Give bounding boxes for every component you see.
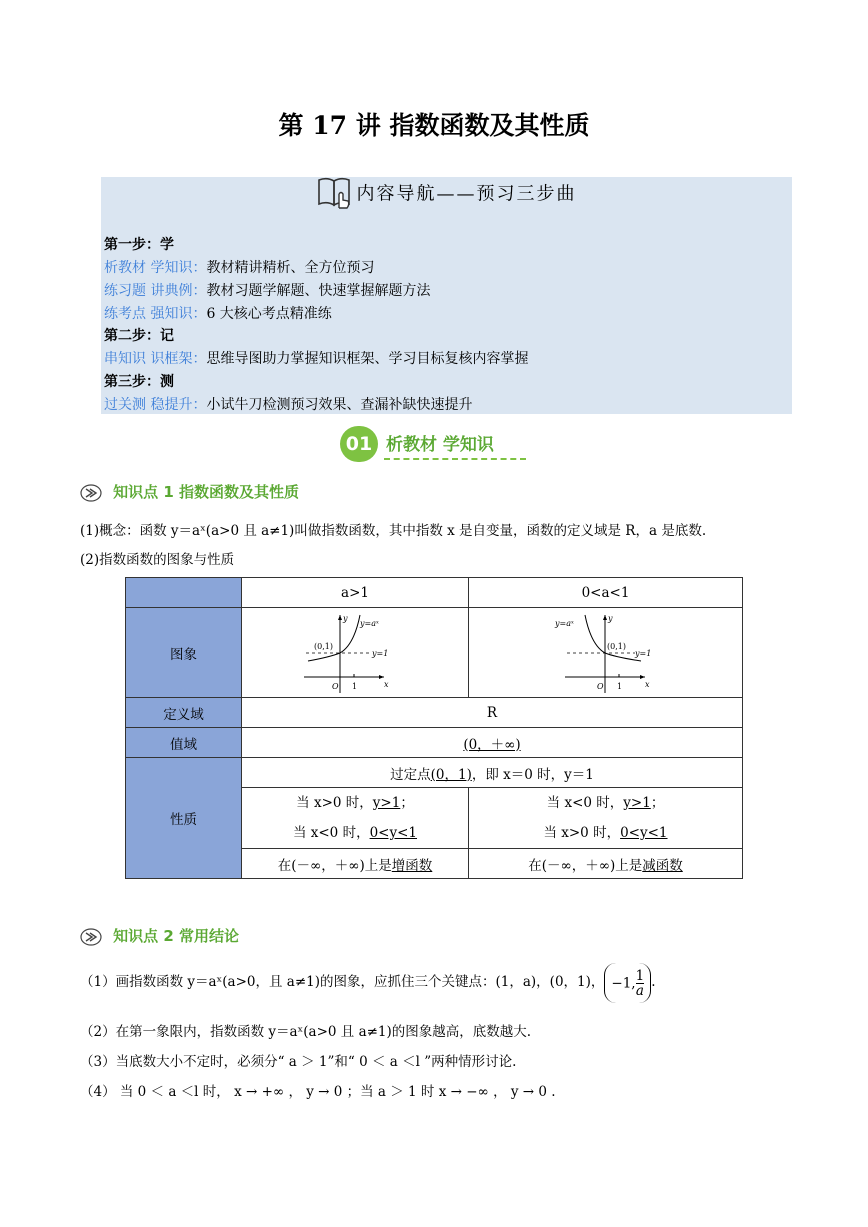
row-label-graph: 图象 [126, 608, 242, 698]
graph-decreasing-y-label: y [607, 613, 613, 623]
section-underline [384, 458, 526, 460]
graph-decreasing-origin: O [596, 681, 604, 691]
fixed-point-row: 过定点(0，1)，即 x＝0 时，y＝1 [242, 758, 743, 788]
graph-decreasing [551, 611, 661, 695]
kp1-subheading: (2)指数函数的图象与性质 [80, 552, 235, 568]
arrow-circle-icon [80, 484, 102, 502]
kp2-heading [80, 925, 239, 946]
graph-increasing [300, 611, 410, 695]
range-value: (0，＋∞) [242, 728, 743, 758]
kp1-title: 知识点 1 指数函数及其性质 [113, 483, 299, 501]
kp1-concept: (1)概念：函数 y＝aˣ(a>0 且 a≠1)叫做指数函数，其中指数 x 是自变量，函数的定义域是 R，a 是底数. [80, 523, 707, 539]
nav-step-2: 第二步：记 [104, 328, 174, 344]
kp1-heading [80, 481, 299, 502]
graph-increasing-y-label: y [343, 613, 348, 623]
header-a-gt-1: a>1 [242, 578, 469, 608]
key-point-fraction: −1, $\frac{1}{a}$ [604, 963, 651, 1003]
kp2-conclusion-1: （1）画指数函数 y＝aˣ(a>0，且 a≠1)的图象，应抓住三个关键点：(1，a)，(0，1)， −1, $\frac{1}{a}$ . [80, 960, 655, 1004]
sign-props-increasing: 当 x>0 时，y>1； 当 x<0 时，0<y<1 [242, 788, 469, 849]
monotonicity-decreasing: 在(－∞，＋∞)上是减函数 [469, 849, 743, 879]
table-corner [126, 578, 242, 608]
exponential-properties-table [125, 577, 743, 879]
monotonicity-increasing: 在(－∞，＋∞)上是增函数 [242, 849, 469, 879]
header-a-lt-1: 0<a<1 [469, 578, 743, 608]
kp2-title: 知识点 2 常用结论 [113, 927, 239, 945]
navigation-header [100, 174, 791, 215]
row-label-properties: 性质 [126, 758, 242, 879]
kp2-conclusion-4: （4） 当 0 ＜ a ＜l 时， x → +∞ ， y → 0 ；当 a ＞ 1 时 x → −∞ ， y → 0 . [80, 1084, 556, 1100]
section-title: 析教材 学知识 [386, 435, 494, 455]
graph-increasing-tick-1: 1 [352, 681, 358, 691]
graph-decreasing-point: (0,1) [606, 641, 626, 651]
kp2-conclusion-2: （2）在第一象限内，指数函数 y＝aˣ(a>0 且 a≠1)的图象越高，底数越大. [80, 1024, 532, 1040]
page-title: 第 17 讲 指数函数及其性质 [278, 111, 590, 140]
nav-item-2: 练习题 讲典例：教材习题学解题、快速掌握解题方法 [104, 283, 431, 299]
graph-increasing-origin: O [332, 681, 339, 691]
graph-decreasing-x-label: x [644, 679, 650, 689]
nav-item-4: 串知识 识框架：思维导图助力掌握知识框架、学习目标复核内容掌握 [104, 351, 529, 367]
graph-decreasing-curve-label: y=aˣ [554, 618, 574, 628]
arrow-circle-icon [80, 928, 102, 946]
graph-increasing-point: (0,1) [314, 641, 333, 651]
kp2-conclusion-3: （3）当底数大小不定时，必须分“ a ＞ 1”和“ 0 ＜ a ＜l ”两种情形讨论. [80, 1054, 517, 1070]
section-badge: 01 [340, 426, 378, 462]
graph-increasing-x-label: x [384, 679, 389, 689]
graph-increasing-curve-label: y=aˣ [360, 618, 379, 628]
nav-step-3: 第三步：测 [104, 374, 174, 390]
nav-item-5: 过关测 稳提升：小试牛刀检测预习效果、查漏补缺快速提升 [104, 397, 473, 413]
domain-value: R [242, 698, 743, 728]
sign-props-decreasing: 当 x<0 时，y>1； 当 x>0 时，0<y<1 [469, 788, 743, 849]
navigation-header-text: 内容导航——预习三步曲 [356, 183, 577, 205]
row-label-range: 值域 [126, 728, 242, 758]
nav-item-1: 析教材 学知识：教材精讲精析、全方位预习 [104, 260, 375, 276]
nav-item-3: 练考点 强知识：6 大核心考点精准练 [104, 306, 332, 322]
graph-decreasing-asymptote: y=1 [634, 648, 651, 658]
graph-decreasing-cell [469, 608, 743, 698]
nav-step-1: 第一步：学 [104, 237, 174, 253]
book-icon [315, 174, 355, 215]
row-label-domain: 定义域 [126, 698, 242, 728]
graph-decreasing-tick-1: 1 [616, 681, 622, 691]
graph-increasing-cell [242, 608, 469, 698]
graph-increasing-asymptote: y=1 [372, 648, 389, 658]
